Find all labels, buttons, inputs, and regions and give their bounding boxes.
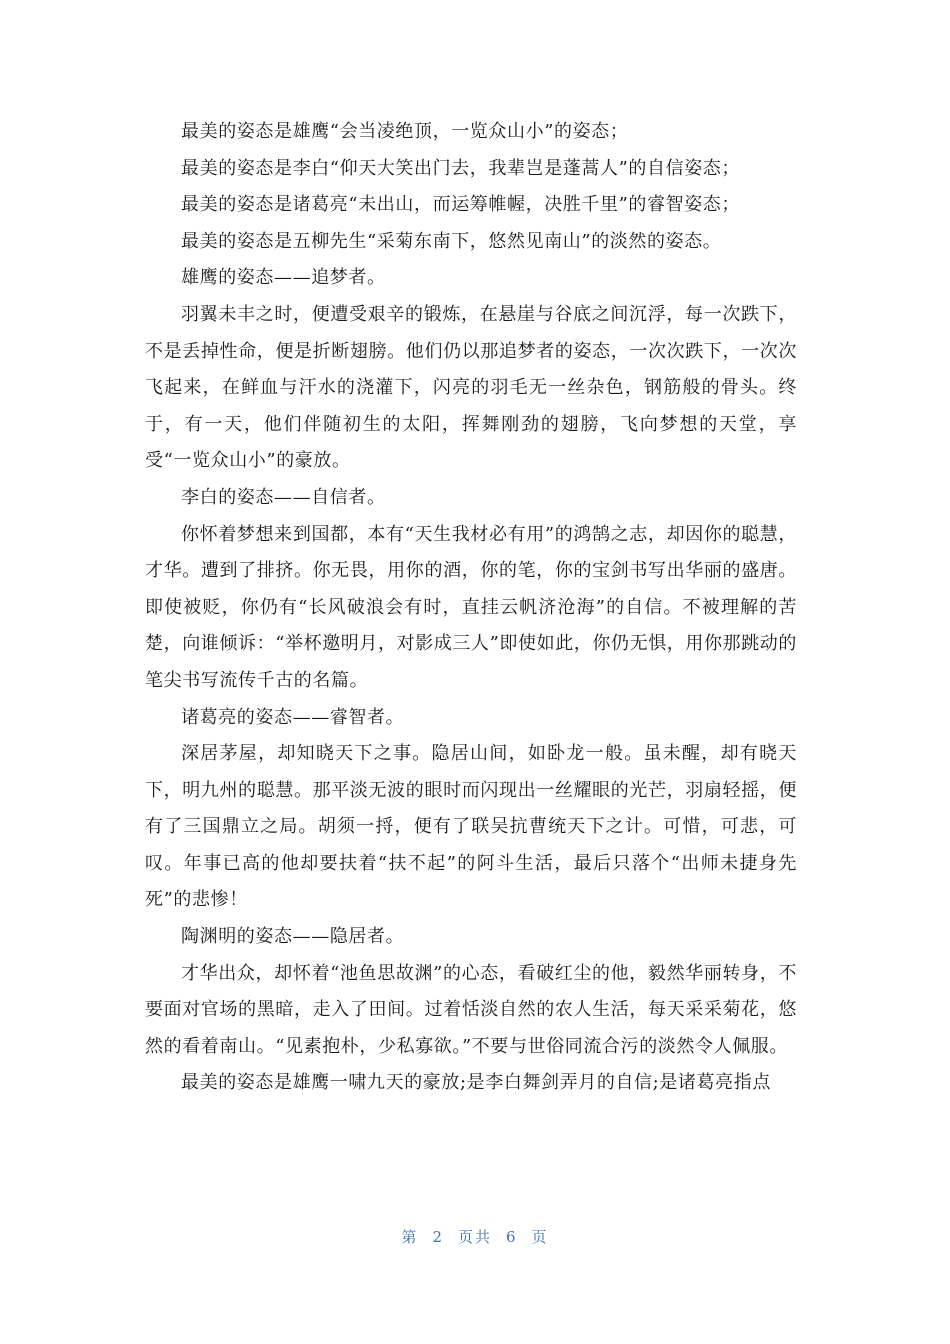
paragraph-1: 最美的姿态是雄鹰“会当凌绝顶，一览众山小”的姿态；	[181, 121, 629, 142]
paragraph-2: 最美的姿态是李白“仰天大笑出门去，我辈岂是蓬蒿人”的自信姿态；	[181, 157, 741, 179]
footer-total-pages: 6	[506, 1228, 518, 1246]
paragraph-zhuge: 深居茅屋，却知晓天下之事。隐居山间，如卧龙一般。虽未醒，却有晓天下，明九州的聪慧。那平淡无波的眼时而闪现出一丝耀眼的光芒，羽扇轻摇，便有了三国鼎立之局。胡须一捋，便有了联吴抗曹统天下之计。可惜，可悲，可叹。年事已高的他却要扶着“扶不起”的阿斗生活，最后只落个“出师未捷身先死”的悲惨！	[145, 743, 797, 911]
paragraph-eagle: 羽翼未丰之时，便遭受艰辛的锻炼，在悬崖与谷底之间沉浮，每一次跌下，不是丢掉性命，便是折断翅膀。他们仍以那追梦者的姿态，一次次跌下，一次次飞起来，在鲜血与汗水的浇灌下，闪亮的羽毛无一丝杂色，钢筋般的骨头。终于，有一天，他们伴随初生的太阳，挥舞刚劲的翅膀，飞向梦想的天堂，享受“一览众山小”的豪放。	[145, 303, 797, 472]
section-heading-tao: 陶渊明的姿态——隐居者。	[181, 926, 405, 948]
page-footer	[0, 1226, 950, 1247]
paragraph-conclusion: 最美的姿态是雄鹰一啸九天的豪放;是李白舞剑弄月的自信;是诸葛亮指点	[181, 1072, 771, 1094]
paragraph-4: 最美的姿态是五柳先生“采菊东南下，悠然见南山”的淡然的姿态。	[181, 230, 722, 252]
footer-prefix: 第	[401, 1228, 419, 1246]
footer-suffix: 页	[531, 1228, 549, 1246]
section-heading-eagle: 雄鹰的姿态——追梦者。	[181, 267, 386, 289]
footer-middle: 页共	[457, 1228, 492, 1246]
section-heading-zhuge: 诸葛亮的姿态——睿智者。	[181, 706, 405, 728]
document-body	[145, 114, 797, 1102]
paragraph-libai: 你怀着梦想来到国都，本有“天生我材必有用”的鸿鹄之志，却因你的聪慧，才华。遭到了排挤。你无畏，用你的酒，你的笔，你的宝剑书写出华丽的盛唐。即使被贬，你仍有“长风破浪会有时，直挂云帆济沧海”的自信。不被理解的苦楚，向谁倾诉：“举杯邀明月，对影成三人”即使如此，你仍无惧，用你那跳动的笔尖书写流传千古的名篇。	[145, 523, 798, 691]
footer-page-number: 2	[432, 1228, 444, 1246]
paragraph-3: 最美的姿态是诸葛亮“未出山，而运筹帷幄，决胜千里”的睿智姿态；	[181, 194, 741, 216]
section-heading-libai: 李白的姿态——自信者。	[181, 486, 386, 508]
paragraph-tao: 才华出众，却怀着“池鱼思故渊”的心态，看破红尘的他，毅然华丽转身，不要面对官场的黑暗，走入了田间。过着恬淡自然的农人生活，每天采采菊花，悠然的看着南山。“见素抱朴，少私寡欲。”不要与世俗同流合污的淡然令人佩服。	[145, 962, 797, 1057]
